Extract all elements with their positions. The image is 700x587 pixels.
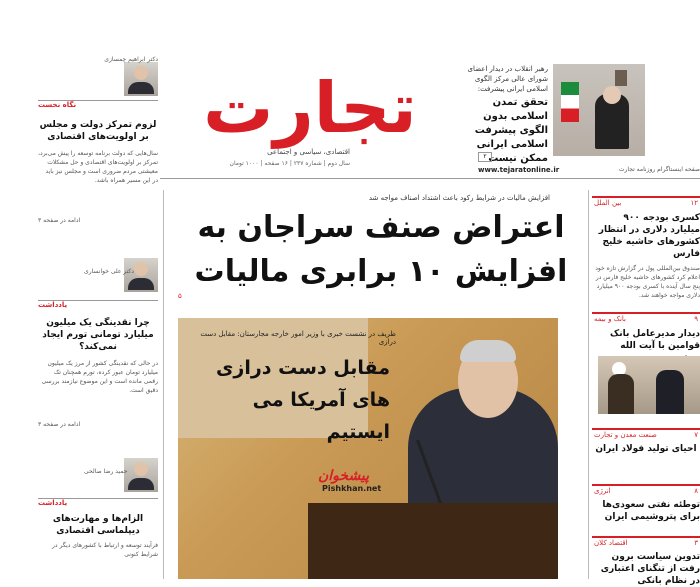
opinion-body: در حالی که نقدینگی کشور از مرز یک میلیون میلیارد تومان عبور کرده، تورم همچنان تک رقمی مانده است و این موضوع نیازمند بررسی دقیق است. bbox=[41, 360, 158, 394]
social-line: صفحه اینستاگرام روزنامه تجارت bbox=[618, 166, 700, 173]
masthead-issue-line: سال دوم | شماره ۲۳۷ | ۱۶ صفحه | ۱۰۰۰ تومان bbox=[229, 160, 350, 167]
teaser-page-number: ۲ bbox=[478, 152, 492, 162]
opinion-tag: نگاه نخست bbox=[38, 101, 77, 109]
opinion-block-1 bbox=[38, 56, 158, 224]
pishkhan-watermark: پیشخوان bbox=[318, 468, 370, 484]
author-name: دکتر ابراهیم چمسازی bbox=[104, 56, 158, 63]
leader-face bbox=[603, 86, 621, 104]
brief-page: ۳ bbox=[694, 539, 698, 547]
person-left bbox=[608, 374, 634, 414]
brief-body: صندوق بین‌المللی پول در گزارش تازه خود اعلام کرد کشورهای حاشیه خلیج فارس در پنج سال آینده با کسری بودجه ۹۰۰ میلیارد دلاری مواجه خواهند شد. bbox=[595, 265, 700, 299]
photo-kicker: ظریف در نشست خبری با وزیر امور خارجه مجارستان: مقابل دست درازی bbox=[200, 330, 396, 346]
news-brief-5[interactable] bbox=[592, 536, 700, 586]
iran-flag bbox=[561, 82, 579, 122]
brief-page: ۷ bbox=[694, 431, 698, 439]
teaser-kicker: رهبر انقلاب در دیدار اعضای شورای عالی مرکز الگوی اسلامی ایرانی پیشرفت: bbox=[467, 65, 548, 93]
opinion-body: فرآیند توسعه و ارتباط با کشورهای دیگر در شرایط کنونی bbox=[52, 542, 158, 558]
author-photo bbox=[124, 458, 158, 492]
author-name: دکتر علی خوانساری bbox=[84, 268, 134, 275]
continued-note: ادامه در صفحه ۳ bbox=[38, 421, 81, 428]
news-brief-3[interactable] bbox=[592, 428, 700, 455]
brief-title[interactable]: دیدار مدیرعامل بانک قوامین با آیت الله bbox=[610, 329, 700, 351]
opinion-title[interactable]: لزوم تمرکز دولت و مجلس بر اولویت‌های اقتصادی bbox=[39, 120, 157, 142]
brief-section: بین الملل bbox=[594, 199, 622, 207]
teaser-headline[interactable]: تحقق تمدن اسلامی بدون الگوی پیشرفت اسلامی ایرانی ممکن نیست bbox=[474, 97, 548, 164]
brief-title[interactable]: تدوین سیاست برون رفت از تنگنای اعتباری در نظام بانکی bbox=[600, 552, 700, 586]
brief-section: بانک و بیمه bbox=[594, 315, 626, 323]
pishkhan-url: Pishkhan.net bbox=[322, 484, 382, 493]
opinion-tag: یادداشت bbox=[38, 499, 68, 507]
brief-page: ۱۲ bbox=[690, 199, 698, 207]
newspaper-logo[interactable] bbox=[175, 58, 445, 158]
brief-photo[interactable] bbox=[598, 356, 700, 414]
brief-title[interactable]: کسری بودجه ۹۰۰ میلیارد دلاری در انتظار کشورهای حاشیه خلیج فارس bbox=[598, 213, 700, 259]
logo-text: تجارت bbox=[203, 67, 417, 149]
opinion-block-3 bbox=[38, 458, 158, 559]
author-name: حمید رضا صالحی bbox=[84, 468, 128, 475]
photo-headline[interactable]: مقابل دست درازی های آمریکا می ایستیم bbox=[216, 357, 390, 443]
brief-section: اقتصاد کلان bbox=[594, 539, 628, 547]
opinion-tag: یادداشت bbox=[38, 301, 68, 309]
author-photo bbox=[124, 258, 158, 292]
lead-headline[interactable]: اعتراض صنف سراجان به افزایش ۱۰ برابری مالیات bbox=[194, 210, 568, 289]
news-brief-4[interactable] bbox=[592, 484, 700, 523]
brief-title[interactable]: احیای تولید فولاد ایران bbox=[595, 444, 697, 454]
opinion-body: سال‌هایی که دولت برنامه توسعه را پیش می‌برد، تمرکز بر اولویت‌های اقتصادی و حل مشکلات معیشتی مردم ضروری است و مجلس نیز باید در این مسیر همراه باشد. bbox=[38, 150, 158, 184]
teaser-photo[interactable] bbox=[553, 64, 645, 156]
left-column-divider bbox=[163, 190, 164, 579]
speaker-hair bbox=[460, 340, 516, 362]
website-link[interactable]: www.tejaratonline.ir bbox=[478, 166, 560, 174]
brief-section: صنعت معدن و تجارت bbox=[594, 431, 657, 439]
lead-kicker: افزایش مالیات در شرایط رکود باعث اشتداد اصناف مواجه شد bbox=[368, 194, 550, 202]
brief-page: ۸ bbox=[694, 487, 698, 495]
lead-page-number: ۵ bbox=[178, 292, 182, 300]
masthead-divider bbox=[160, 178, 700, 179]
continued-note: ادامه در صفحه ۳ bbox=[38, 217, 81, 224]
person-right bbox=[656, 370, 684, 414]
news-brief-1[interactable] bbox=[592, 196, 700, 330]
wall-portrait bbox=[615, 70, 627, 86]
podium bbox=[308, 503, 558, 579]
author-photo bbox=[124, 62, 158, 96]
brief-section: انرژی bbox=[594, 487, 611, 495]
masthead-subtitle: اقتصادی، سیاسی و اجتماعی bbox=[267, 148, 350, 156]
brief-page: ۹ bbox=[694, 315, 698, 323]
opinion-title[interactable]: الزام‌ها و مهارت‌های دیپلماسی اقتصادی bbox=[52, 514, 144, 536]
opinion-block-2 bbox=[38, 258, 158, 428]
brief-title[interactable]: توطئه نفتی سعودی‌ها برای پتروشیمی ایران bbox=[602, 500, 700, 522]
right-column-divider bbox=[588, 190, 589, 579]
opinion-title[interactable]: چرا نقدینگی یک میلیون میلیارد تومانی تورم ایجاد نمی‌کند؟ bbox=[42, 318, 154, 352]
